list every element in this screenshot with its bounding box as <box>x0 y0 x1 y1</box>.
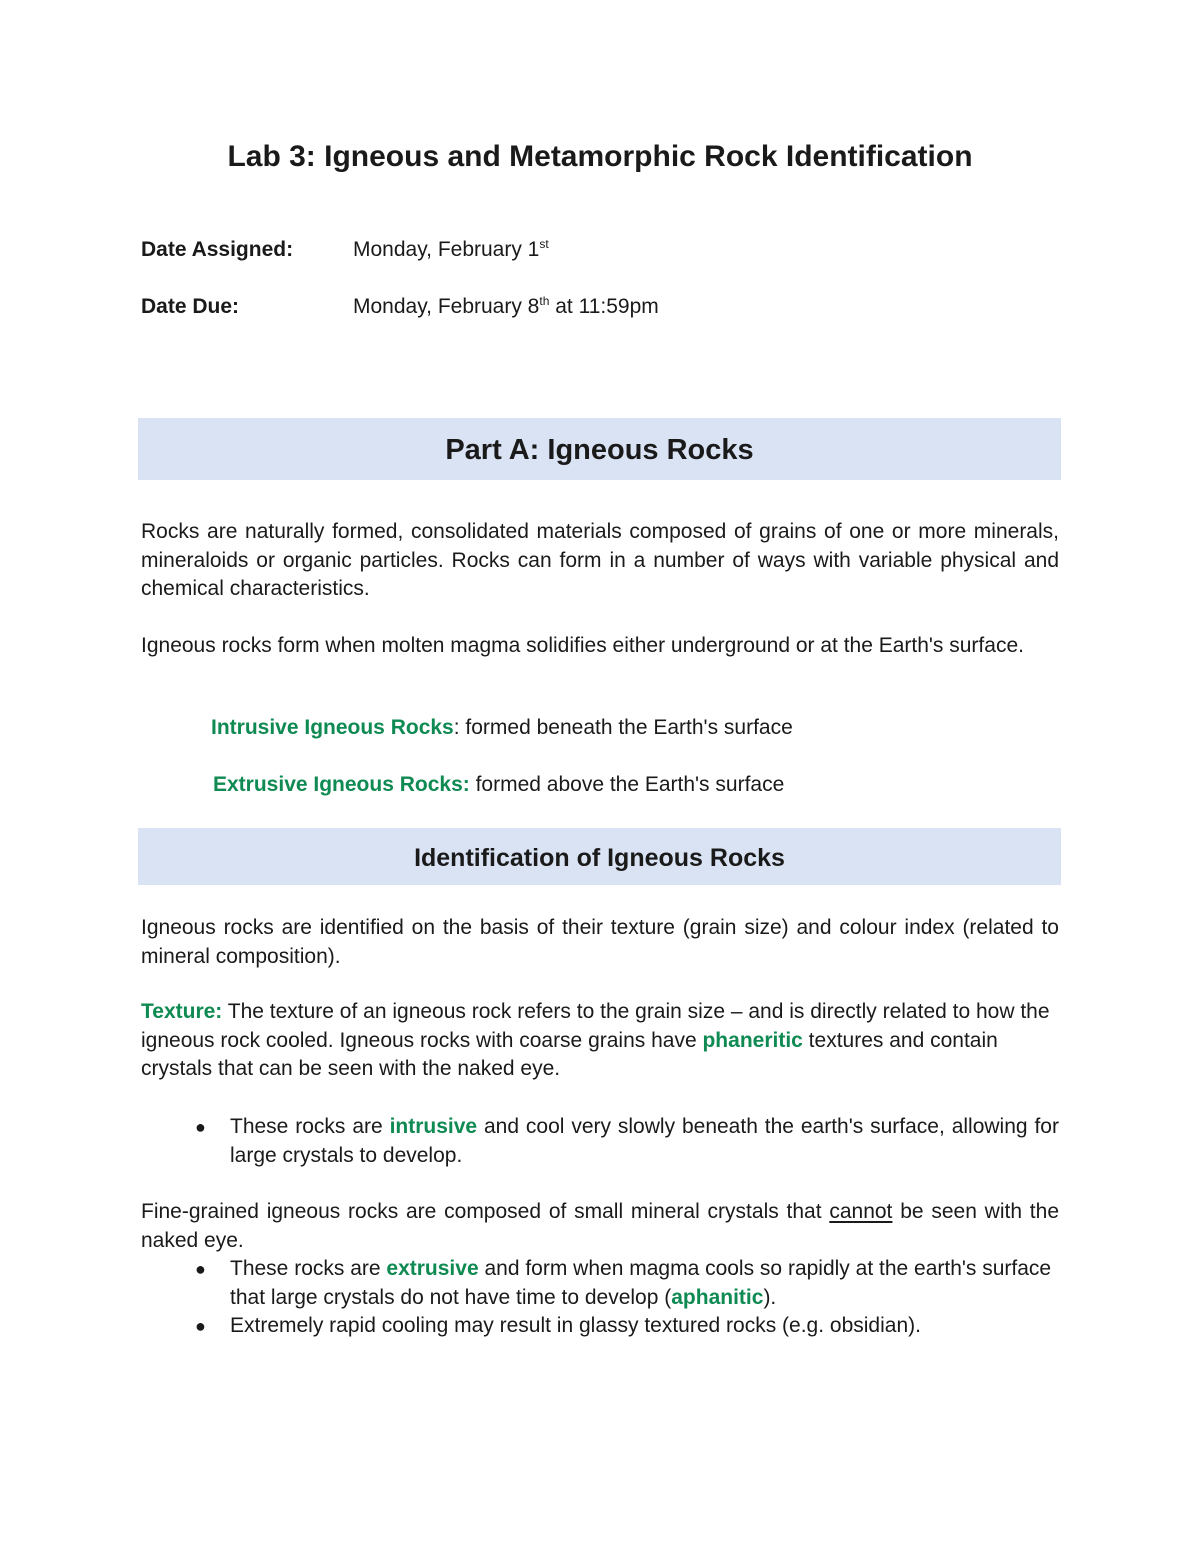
texture-paragraph: Texture: The texture of an igneous rock refers to the grain size – and is directly related to how the igneous rock cooled. Igneous rocks with coarse grains have phaneritic textures and contain crystals that can be seen with the naked eye. <box>141 1000 1050 1080</box>
intrusive-definition: Intrusive Igneous Rocks: formed beneath the Earth's surface <box>211 716 793 739</box>
date-assigned-value: Monday, February 1st <box>353 237 549 261</box>
fine-grained-paragraph: Fine-grained igneous rocks are composed of small mineral crystals that cannot be seen with the naked eye. <box>141 1200 1059 1252</box>
date-assigned-row <box>141 238 549 262</box>
phaneritic-term: phaneritic <box>702 1028 803 1052</box>
identification-intro-paragraph: Igneous rocks are identified on the basis of their texture (grain size) and colour index (related to mineral composition). <box>141 916 1059 968</box>
date-due-value: Monday, February 8th at 11:59pm <box>353 294 659 318</box>
bullet-icon: ● <box>195 1259 206 1279</box>
igneous-definition-paragraph: Igneous rocks form when molten magma solidifies either underground or at the Earth's surface. <box>141 634 1024 657</box>
intrusive-bullet: ● These rocks are intrusive and cool very slowly beneath the earth's surface, allowing for large crystals to develop. <box>195 1115 1059 1167</box>
extrusive-bullet: ● These rocks are extrusive and form when magma cools so rapidly at the earth's surface that large crystals do not have time to develop (aphanitic). <box>195 1257 1052 1309</box>
date-due-label: Date Due: <box>141 295 240 318</box>
intrusive-term: Intrusive Igneous Rocks <box>211 716 454 739</box>
extrusive-definition: Extrusive Igneous Rocks: formed above the Earth's surface <box>213 773 785 796</box>
texture-term: Texture: <box>141 1000 223 1023</box>
part-a-heading: Part A: Igneous Rocks <box>138 418 1061 480</box>
date-assigned-label: Date Assigned: <box>141 238 294 261</box>
bullet-icon: ● <box>195 1316 206 1336</box>
glassy-bullet: ● Extremely rapid cooling may result in glassy textured rocks (e.g. obsidian). <box>195 1312 1059 1341</box>
extrusive-term: Extrusive Igneous Rocks: <box>213 773 470 796</box>
rocks-intro-paragraph: Rocks are naturally formed, consolidated materials composed of grains of one or more minerals, mineraloids or organic particles. Rocks can form in a number of ways with variable physical and chemical characteristics. <box>141 520 1059 600</box>
identification-heading: Identification of Igneous Rocks <box>138 828 1061 885</box>
date-due-row <box>141 295 659 319</box>
bullet-icon: ● <box>195 1117 206 1137</box>
document-title: Lab 3: Igneous and Metamorphic Rock Identification <box>227 140 973 173</box>
